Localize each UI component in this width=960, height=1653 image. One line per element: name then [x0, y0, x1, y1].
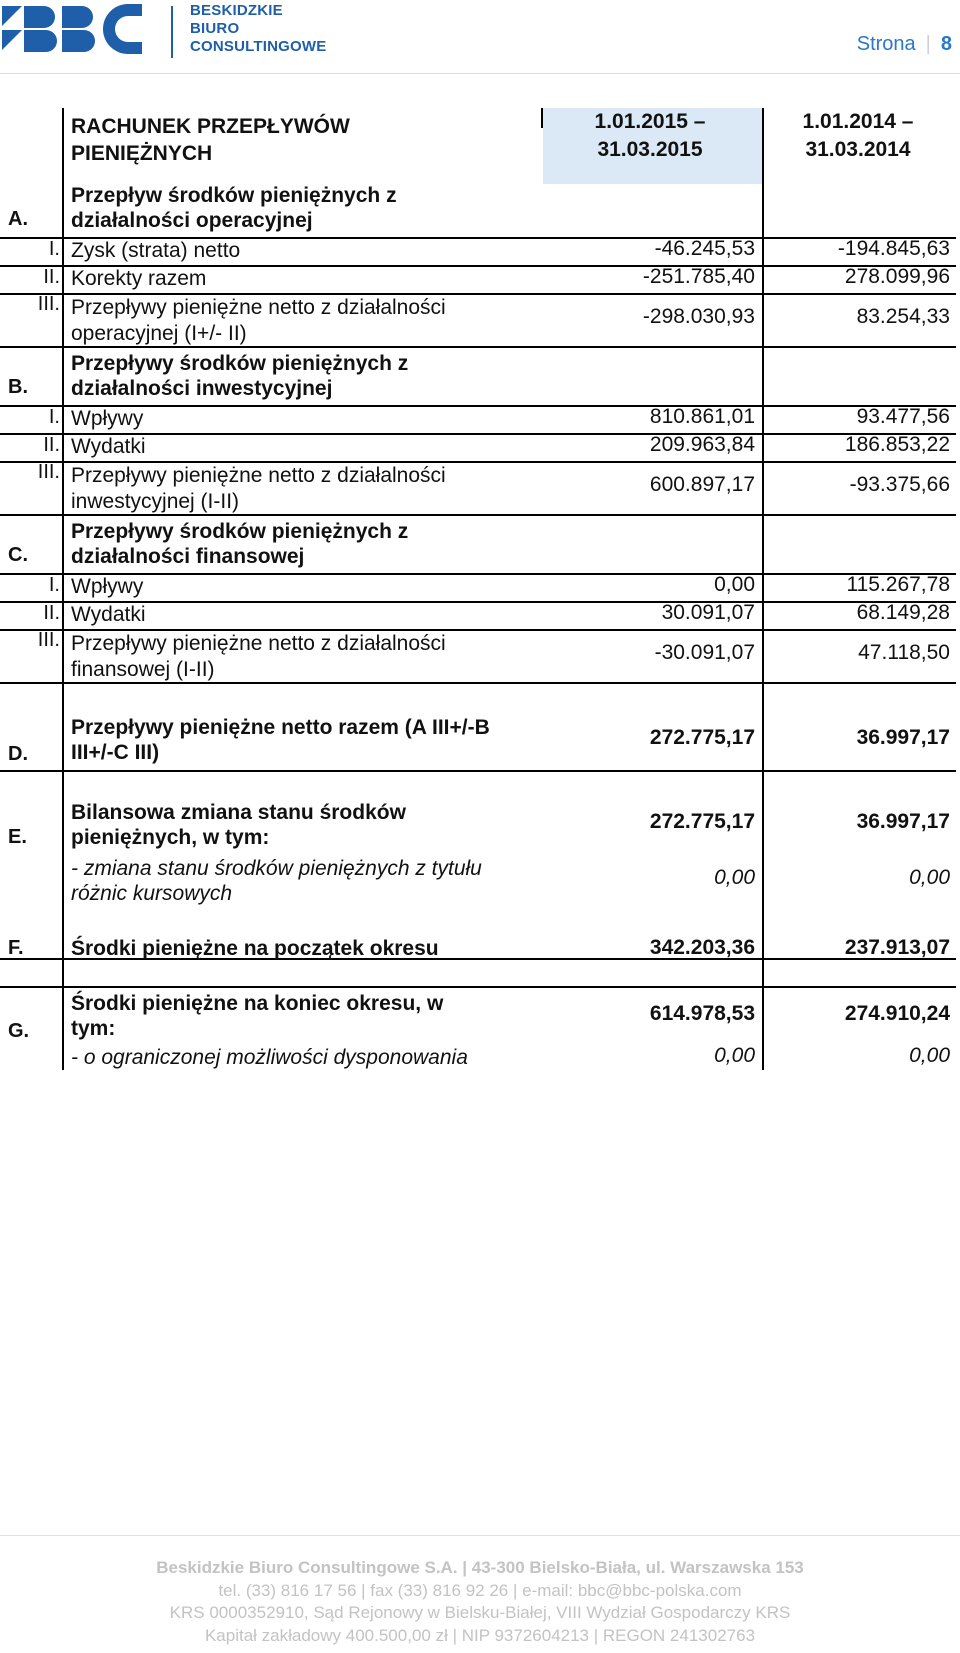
value-2014: 115.267,78 [846, 573, 950, 596]
section-title-line-2: działalności finansowej [71, 545, 305, 568]
value-2014: 274.910,24 [844, 1002, 950, 1025]
period-2014-line-1: 1.01.2014 – [802, 110, 914, 133]
footer-contact-line: tel. (33) 816 17 56 | fax (33) 816 92 26 | e-mail: bbc@bbc-polska.com [218, 1580, 742, 1600]
section-letter: F. [8, 937, 24, 959]
row-label: Korekty razem [71, 267, 207, 290]
brand-line-3: CONSULTINGOWE [190, 38, 327, 55]
value-2014: 278.099,96 [844, 265, 950, 288]
section-letter: B. [8, 376, 28, 398]
section-title-line-1: Przepływ środków pieniężnych z [71, 184, 397, 207]
page-header [0, 0, 960, 74]
sub-row-label [71, 856, 541, 906]
page-label: Strona [856, 33, 916, 55]
section-title [71, 991, 541, 1041]
sub-row-label-line-2: różnic kursowych [71, 882, 233, 905]
row-number: III. [37, 461, 60, 483]
value-2015: 272.775,17 [649, 810, 755, 833]
section-title [71, 183, 541, 233]
section-title-line-1: Przepływy środków pieniężnych z [71, 520, 409, 543]
period-2015-line-1: 1.01.2015 – [594, 110, 706, 133]
page-number: 8 [940, 33, 952, 55]
section-title [71, 800, 541, 850]
value-2014: -93.375,66 [849, 473, 950, 496]
value-2014: 0,00 [909, 866, 950, 889]
value-2015: 30.091,07 [661, 601, 755, 624]
value-2015: 0,00 [714, 866, 755, 889]
divider-h [0, 770, 956, 772]
row-label-line-2: operacyjnej (I+/- II) [71, 322, 247, 345]
section-title-line-1: Bilansowa zmiana stanu środków [71, 801, 406, 824]
row-number: III. [37, 293, 60, 315]
brand-line-1: BESKIDZKIE [190, 2, 283, 19]
footer-capital-line: Kapitał zakładowy 400.500,00 zł | NIP 9372604213 | REGON 241302763 [204, 1625, 756, 1645]
row-number: III. [37, 629, 60, 651]
row-number: I. [48, 406, 60, 428]
value-2015: 272.775,17 [649, 726, 755, 749]
section-letter: E. [8, 826, 27, 848]
section-title-line-2: pieniężnych, w tym: [71, 826, 270, 849]
period-2014-header [768, 108, 948, 164]
logo-divider [171, 6, 173, 58]
value-2014: 36.997,17 [856, 810, 950, 833]
row-label-line-2: inwestycyjnej (I-II) [71, 490, 240, 513]
row-label-line-1: Przepływy pieniężne netto z działalności [71, 632, 446, 655]
value-2014: 186.853,22 [844, 433, 950, 456]
section-title-line-1: Przepływy pieniężne netto razem (A III+/-B [71, 716, 490, 739]
sub-row-label-line-1: - zmiana stanu środków pieniężnych z tytułu [71, 857, 482, 880]
row-number: II. [43, 602, 60, 624]
section-title [71, 351, 541, 401]
value-2014: 47.118,50 [858, 641, 950, 664]
bbc-logo [0, 0, 170, 62]
value-2014: 0,00 [909, 1044, 950, 1067]
row-label-line-1: Przepływy pieniężne netto z działalności [71, 464, 446, 487]
value-2015: 342.203,36 [649, 936, 755, 959]
value-2015: -251.785,40 [642, 265, 755, 288]
footer-divider [0, 1535, 960, 1536]
value-2015: -30.091,07 [654, 641, 755, 664]
row-label: Wydatki [71, 603, 146, 626]
row-label: Wpływy [71, 575, 144, 598]
value-2015: 614.978,53 [649, 1002, 755, 1025]
value-2015: 810.861,01 [649, 405, 755, 428]
section-title-line-2: działalności inwestycyjnej [71, 377, 333, 400]
row-label-line-2: finansowej (I-II) [71, 658, 215, 681]
period-2015-header [560, 108, 740, 164]
page-footer [0, 1557, 960, 1647]
section-title-line-2: działalności operacyjnej [71, 209, 313, 232]
row-number: II. [43, 266, 60, 288]
divider-v [541, 108, 543, 128]
section-title [71, 715, 541, 765]
value-2015: 600.897,17 [649, 473, 755, 496]
statement-title-line-1: RACHUNEK PRZEPŁYWÓW [71, 115, 350, 138]
row-number: I. [48, 574, 60, 596]
value-2014: 237.913,07 [844, 936, 950, 959]
value-2015: -298.030,93 [642, 305, 755, 328]
section-title-line-1: Środki pieniężne na koniec okresu, w [71, 992, 444, 1015]
section-letter: D. [8, 743, 28, 765]
row-number: I. [48, 238, 60, 260]
section-title-line-2: III+/-C III) [71, 741, 160, 764]
value-2014: 83.254,33 [856, 305, 950, 328]
value-2015: 0,00 [714, 1044, 755, 1067]
statement-title [71, 113, 541, 167]
period-2015-line-2: 31.03.2015 [597, 138, 703, 161]
divider-v [762, 108, 764, 1070]
brand-line-2: BIURO [190, 20, 240, 37]
section-title-line-1: Przepływy środków pieniężnych z [71, 352, 409, 375]
section-title: Środki pieniężne na początek okresu [71, 937, 439, 960]
header-divider [0, 73, 960, 74]
sub-row-label: - o ograniczonej możliwości dysponowania [71, 1046, 468, 1069]
footer-company-line: Beskidzkie Biuro Consultingowe S.A. | 43-300 Bielsko-Biała, ul. Warszawska 153 [156, 1558, 804, 1577]
row-label-line-1: Przepływy pieniężne netto z działalności [71, 296, 446, 319]
value-2014: 93.477,56 [856, 405, 950, 428]
value-2015: 209.963,84 [649, 433, 755, 456]
divider-v [62, 108, 64, 1070]
page-separator: | [925, 33, 931, 55]
section-title-line-2: tym: [71, 1017, 116, 1040]
value-2015: 0,00 [714, 573, 755, 596]
row-label: Zysk (strata) netto [71, 239, 241, 262]
divider-h [0, 986, 956, 988]
value-2014: -194.845,63 [837, 237, 950, 260]
period-2014-line-2: 31.03.2014 [805, 138, 911, 161]
value-2014: 68.149,28 [856, 601, 950, 624]
brand-name [190, 2, 326, 56]
value-2015: -46.245,53 [654, 237, 755, 260]
section-title [71, 519, 541, 569]
row-label [71, 463, 541, 515]
row-label [71, 631, 541, 683]
row-label: Wpływy [71, 407, 144, 430]
section-letter: C. [8, 544, 28, 566]
section-letter: G. [8, 1020, 30, 1042]
section-letter: A. [8, 208, 28, 230]
page-indicator [857, 33, 952, 56]
value-2014: 36.997,17 [856, 726, 950, 749]
statement-title-line-2: PIENIĘŻNYCH [71, 142, 213, 165]
footer-registry-line: KRS 0000352910, Sąd Rejonowy w Bielsku-Białej, VIII Wydział Gospodarczy KRS [169, 1603, 791, 1622]
row-label: Wydatki [71, 435, 146, 458]
row-label [71, 295, 541, 347]
row-number: II. [43, 434, 60, 456]
